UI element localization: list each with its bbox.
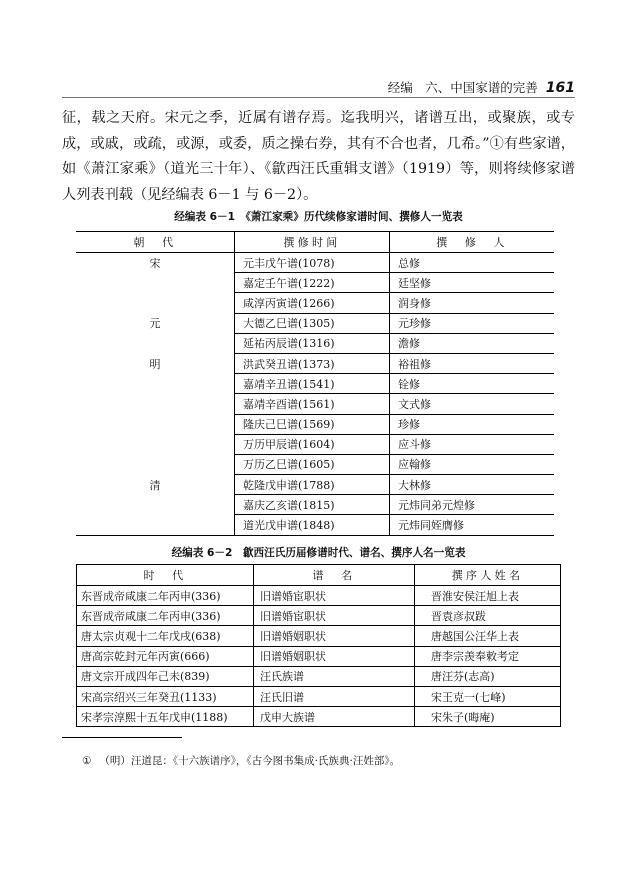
- table1-header-row: [76, 232, 554, 253]
- time-cell: 嘉靖辛酉谱(1561): [235, 394, 390, 414]
- editor-cell: 文式修: [390, 394, 555, 414]
- time-cell: 元丰戊午谱(1078): [235, 253, 390, 273]
- table2-header-name: 谱 名: [254, 565, 415, 586]
- dynasty-cell: 清: [76, 475, 235, 495]
- author-cell: 宋朱子(晦庵): [415, 707, 561, 727]
- author-cell: 宋王克一(七峰): [415, 686, 561, 706]
- era-cell: 东晋成帝咸康二年丙申(336): [77, 606, 254, 626]
- table-row: [76, 273, 554, 293]
- table-row: [76, 475, 554, 495]
- table-row: [77, 606, 561, 626]
- time-cell: 嘉定壬午谱(1222): [235, 273, 390, 293]
- body-paragraph: 征，载之天府。宋元之季，近属有谱存焉。迄我明兴，诸谱互出，或聚族，或专成，或戚，或疏，或源，或委，质之操右券，其有不合也者，几希。”①有些家谱，如《萧江家乘》（道光三十年）、《歙西汪氏重辑支谱》（1919）等，则将续修家谱人列表刊载（见经编表 6－1 与 6－2）。: [62, 110, 575, 203]
- author-cell: 晋淮安侯汪旭上表: [415, 586, 561, 606]
- running-head-title: 经编 六、中国家谱的完善: [387, 80, 538, 95]
- dynasty-cell: [76, 434, 235, 454]
- genealogy-name-cell: 旧谱婚姻职状: [254, 646, 415, 666]
- time-cell: 嘉靖辛丑谱(1541): [235, 374, 390, 394]
- time-cell: 万历甲辰谱(1604): [235, 434, 390, 454]
- time-cell: 万历乙巳谱(1605): [235, 454, 390, 474]
- dynasty-cell: [76, 374, 235, 394]
- author-cell: 唐汪芬(志高): [415, 666, 561, 686]
- table-row: [76, 394, 554, 414]
- dynasty-cell: [76, 394, 235, 414]
- dynasty-cell: 元: [76, 313, 235, 333]
- table-row: [76, 454, 554, 474]
- era-cell: 宋孝宗淳熙十五年戊申(1188): [77, 707, 254, 727]
- dynasty-cell: 明: [76, 353, 235, 373]
- footnote: [82, 753, 400, 768]
- table-row: [76, 434, 554, 454]
- dynasty-cell: [76, 333, 235, 353]
- editor-cell: 总修: [390, 253, 555, 273]
- author-cell: 唐李宗羡奉敕考定: [415, 646, 561, 666]
- table1-header-time: 撰修时间: [235, 232, 390, 253]
- footnote-rule: [62, 737, 182, 738]
- time-cell: 延祐丙辰谱(1316): [235, 333, 390, 353]
- genealogy-name-cell: 汪氏旧谱: [254, 686, 415, 706]
- table1-header-editor: 撰 修 人: [390, 232, 555, 253]
- time-cell: 道光戊申谱(1848): [235, 515, 390, 535]
- footnote-marker: ①: [82, 755, 92, 767]
- header-rule: [62, 97, 575, 98]
- table-revision-history: [76, 231, 554, 536]
- page-number: 161: [545, 80, 575, 96]
- table-row: [76, 374, 554, 394]
- table2-header-row: [77, 565, 561, 586]
- editor-cell: 大林修: [390, 475, 555, 495]
- editor-cell: 润身修: [390, 293, 555, 313]
- time-cell: 大德乙巳谱(1305): [235, 313, 390, 333]
- table2-caption: 经编表 6－2 歙西汪氏历届修谱时代、谱名、撰序人名一览表: [171, 547, 466, 559]
- editor-cell: 元炜同弟元煌修: [390, 495, 555, 515]
- table2-header-era: 时 代: [77, 565, 254, 586]
- time-cell: 咸淳丙寅谱(1266): [235, 293, 390, 313]
- era-cell: 唐文宗开成四年己未(839): [77, 666, 254, 686]
- time-cell: 嘉庆乙亥谱(1815): [235, 495, 390, 515]
- table2-header-author: 撰序人姓名: [415, 565, 561, 586]
- dynasty-cell: [76, 273, 235, 293]
- dynasty-cell: [76, 515, 235, 535]
- dynasty-cell: [76, 454, 235, 474]
- table-row: [77, 686, 561, 706]
- table-row: [76, 333, 554, 353]
- table2-body: [77, 586, 561, 727]
- author-cell: 晋袁彦叔跋: [415, 606, 561, 626]
- era-cell: 东晋成帝咸康二年丙申(336): [77, 586, 254, 606]
- table-row: [76, 515, 554, 535]
- table-row: [76, 293, 554, 313]
- table-row: [77, 666, 561, 686]
- table1-body: [76, 253, 554, 536]
- genealogy-name-cell: 戊申大族谱: [254, 707, 415, 727]
- table-row: [77, 646, 561, 666]
- genealogy-name-cell: 旧谱婚宦职状: [254, 606, 415, 626]
- genealogy-name-cell: 旧谱婚姻职状: [254, 626, 415, 646]
- table-row: [77, 707, 561, 727]
- era-cell: 唐高宗乾封元年丙寅(666): [77, 646, 254, 666]
- running-head: [380, 78, 575, 96]
- editor-cell: 珍修: [390, 414, 555, 434]
- dynasty-cell: [76, 414, 235, 434]
- time-cell: 隆庆己巳谱(1569): [235, 414, 390, 434]
- editor-cell: 应翰修: [390, 454, 555, 474]
- editor-cell: 元珍修: [390, 313, 555, 333]
- table-row: [77, 586, 561, 606]
- dynasty-cell: [76, 293, 235, 313]
- table-row: [76, 313, 554, 333]
- table1-caption: 经编表 6－1 《萧江家乘》历代续修家谱时间、撰修人一览表: [174, 211, 463, 223]
- table-row: [76, 353, 554, 373]
- dynasty-cell: [76, 495, 235, 515]
- editor-cell: 元炜同姪膺修: [390, 515, 555, 535]
- time-cell: 洪武癸丑谱(1373): [235, 353, 390, 373]
- era-cell: 宋高宗绍兴三年癸丑(1133): [77, 686, 254, 706]
- footnote-text: （明）汪道昆：《十六族谱序》，《古今图书集成·氏族典·汪姓部》。: [99, 755, 401, 767]
- table-row: [76, 414, 554, 434]
- editor-cell: 澹修: [390, 333, 555, 353]
- table-preface-authors: [76, 564, 561, 727]
- genealogy-name-cell: 汪氏族谱: [254, 666, 415, 686]
- author-cell: 唐越国公汪华上表: [415, 626, 561, 646]
- editor-cell: 廷坚修: [390, 273, 555, 293]
- genealogy-name-cell: 旧谱婚宦职状: [254, 586, 415, 606]
- era-cell: 唐太宗贞观十二年戊戌(638): [77, 626, 254, 646]
- table-row: [76, 253, 554, 273]
- table-row: [77, 626, 561, 646]
- table1-header-dynasty: 朝 代: [76, 232, 235, 253]
- editor-cell: 应斗修: [390, 434, 555, 454]
- editor-cell: 裕祖修: [390, 353, 555, 373]
- time-cell: 乾隆戊申谱(1788): [235, 475, 390, 495]
- table-row: [76, 495, 554, 515]
- dynasty-cell: 宋: [76, 253, 235, 273]
- editor-cell: 铨修: [390, 374, 555, 394]
